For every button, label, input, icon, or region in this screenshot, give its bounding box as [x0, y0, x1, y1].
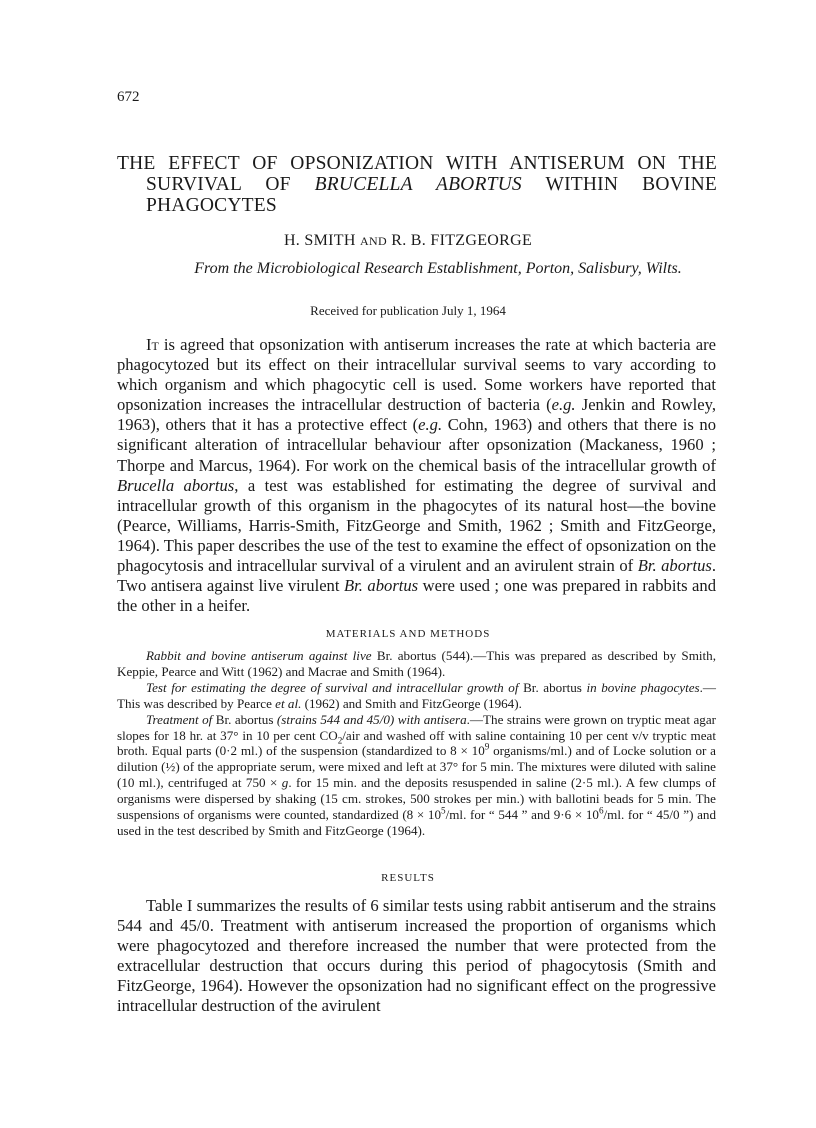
title-line-2: SURVIVAL OF BRUCELLA ABORTUS WITHIN BOVINE [146, 174, 717, 195]
title-species: BRUCELLA ABORTUS [314, 174, 522, 195]
received-date: Received for publication July 1, 1964 [310, 303, 506, 318]
results-heading: RESULTS [381, 872, 435, 884]
lead-word: It [146, 335, 159, 354]
title-line-3: PHAGOCYTES [146, 195, 277, 216]
title-line-1: THE EFFECT OF OPSONIZATION WITH ANTISERUM ON THE [117, 153, 717, 174]
introduction-paragraph: It is agreed that opsonization with antiserum increases the rate at which bacteria are phagocytozed but its effect on their intracellular survival seems to vary according to which organism and which phagocytic cell is used. Some workers have reported that opsonization increases the intracellular destruction of bacteria (e.g. Jenkin and Rowley, 1963), others that it has a protective effect (e.g. Cohn, 1963) and others that there is no significant alteration of intracellular behaviour after opsonization (Mackaness, 1960 ; Thorpe and Marcus, 1964). For work on the chemical basis of the intracellular growth of Brucella abortus, a test was established for estimating the degree of survival and intracellular growth of this organism in the phagocytes of its natural host—the bovine (Pearce, Williams, Harris-Smith, FitzGeorge and Smith, 1962 ; Smith and FitzGeorge, 1964). This paper describes the use of the test to examine the effect of opsonization on the phagocytosis and intracellular survival of a virulent and an avirulent strain of Br. abortus. Two antisera against live virulent Br. abortus were used ; one was prepared in rabbits and the other in a heifer. [117, 335, 717, 616]
page-number: 672 [117, 89, 140, 105]
methods-heading: MATERIALS AND METHODS [325, 628, 491, 640]
article-title [117, 153, 717, 216]
author-2: R. B. FITZGEORGE [391, 232, 533, 249]
author-conjunction: AND [360, 234, 387, 248]
methods-section [117, 648, 716, 839]
author-1: H. SMITH [283, 232, 356, 249]
methods-paragraph-2: Test for estimating the degree of survival and intracellular growth of Br. abortus in bovine phagocytes.—This was described by Pearce et al. (1962) and Smith and FitzGeorge (1964). [117, 679, 716, 711]
affiliation: From the Microbiological Research Establishment, Porton, Salisbury, Wilts. [194, 260, 682, 277]
results-paragraph: Table I summarizes the results of 6 similar tests using rabbit antiserum and the strains 544 and 45/0. Treatment with antiserum increased the proportion of organisms which were phagocytozed and therefore increased the number that were protected from the extracellular destruction that occurs during this period of phagocytosis (Smith and FitzGeorge, 1964). However the opsonization had no significant effect on the progressive intracellular destruction of the avirulent [117, 896, 716, 1016]
methods-paragraph-1: Rabbit and bovine antiserum against live Br. abortus (544).—This was prepared as described by Smith, Keppie, Pearce and Witt (1962) and Macrae and Smith (1964). [117, 648, 716, 679]
methods-paragraph-3: Treatment of Br. abortus (strains 544 and 45/0) with antisera.—The strains were grown on tryptic meat agar slopes for 18 hr. at 37° in 10 per cent $CO_2$/air and washed off with saline containing 10 per cent v/v tryptic meat broth. Equal parts (0·2 ml.) of the suspension (standardized to $8 \times 10^9$ organisms/ml.) and of Locke solution or a dilution (½) of the appropriate serum, were mixed and left at 37° for 5 min. The mixtures were diluted with saline (10 ml.), centrifuged at 750 × g. for 15 min. and the deposits resuspended in saline (2·5 ml.). A few clumps of organisms were dispersed by shaking (15 cm. strokes, 500 strokes per min.) with ballotini beads for 5 min. The suspensions of organisms were counted, standardized ($8 \times 10^5/ml$. for “ 544 ” and $9\cdot 6 \times 10^6/ml$. for “ 45/0 ”) and used in the test described by Smith and FitzGeorge (1964). [117, 711, 717, 838]
authors [0, 232, 816, 250]
